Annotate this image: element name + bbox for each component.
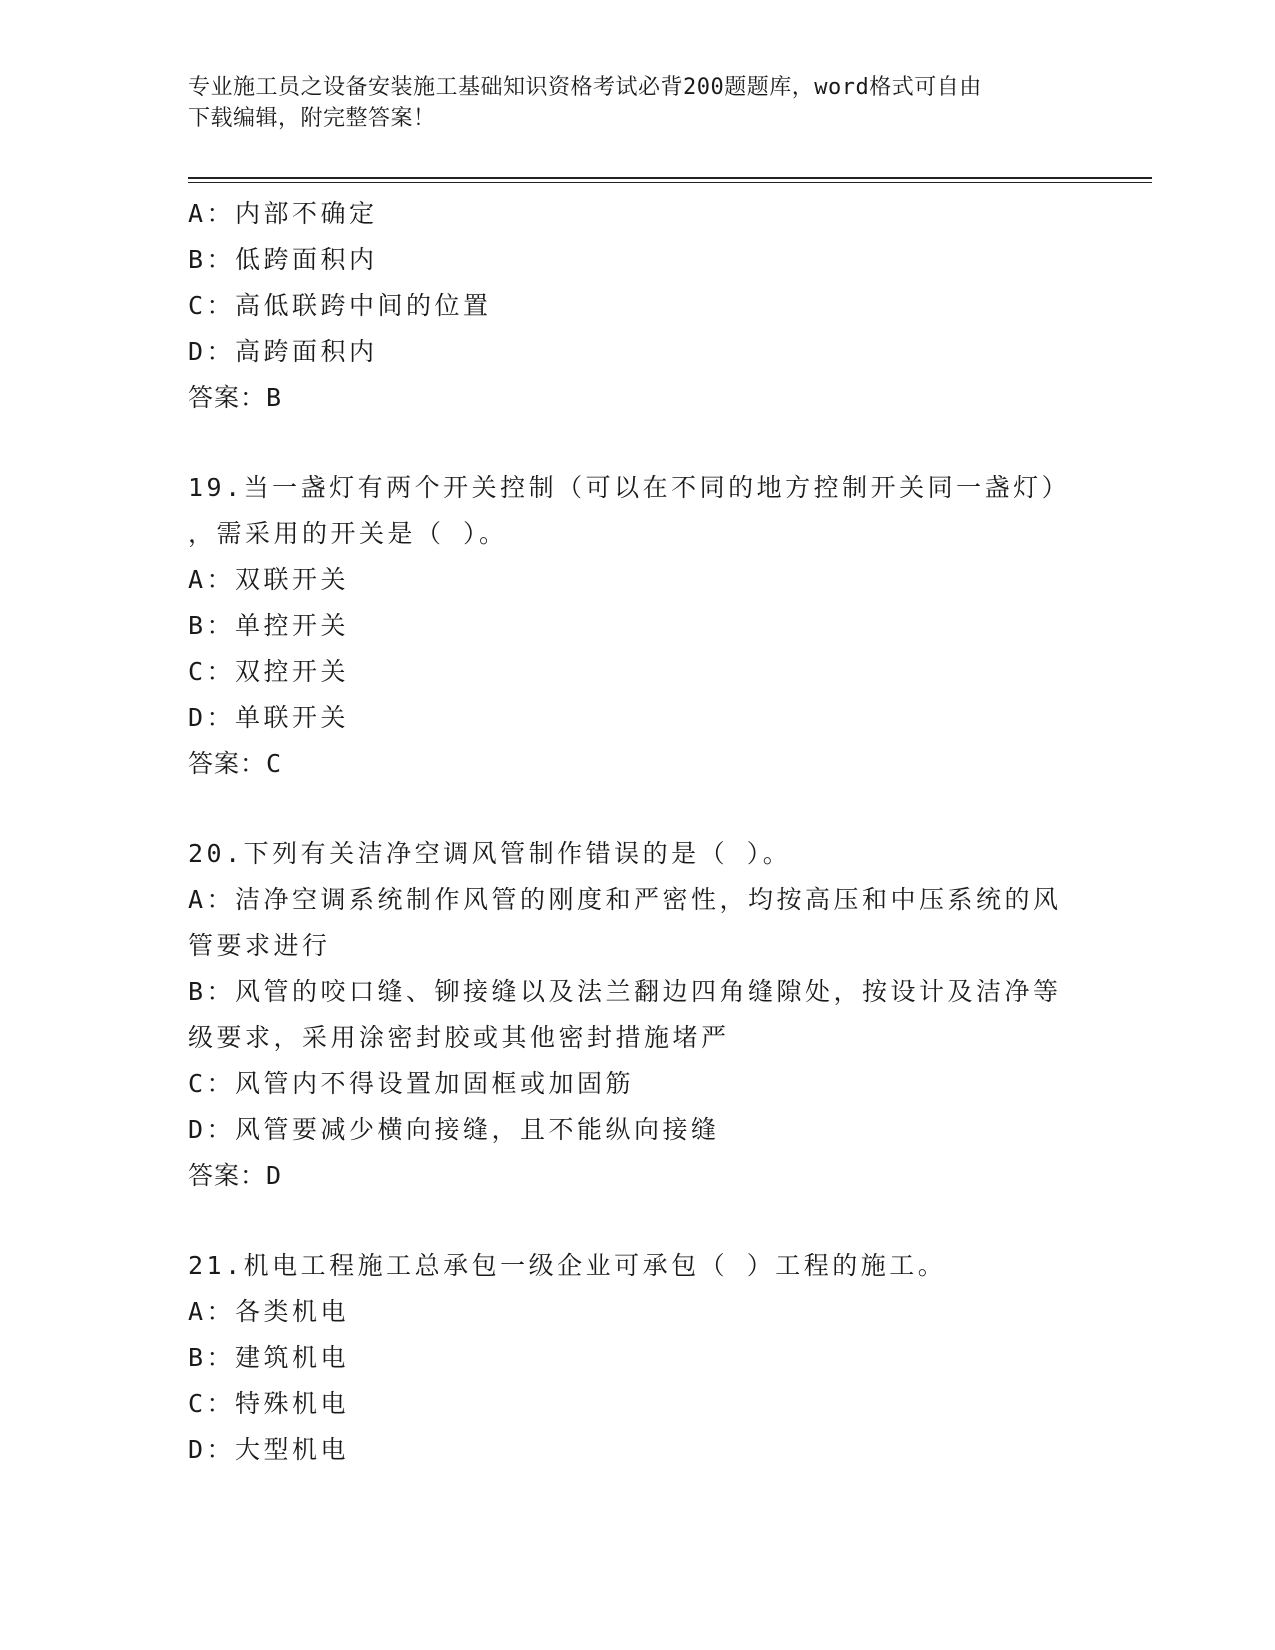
option-b-line-2: 级要求，采用涂密封胶或其他密封措施堵严 [188, 1023, 730, 1052]
document-header [188, 72, 1068, 134]
option-c: C：双控开关 [188, 657, 350, 686]
option-d: D：高跨面积内 [188, 337, 378, 366]
header-line-2: 下载编辑，附完整答案！ [188, 106, 436, 131]
option-a: A：各类机电 [188, 1297, 350, 1326]
option-d: D：单联开关 [188, 703, 350, 732]
option-b: B：低跨面积内 [188, 245, 378, 274]
option-c: C：高低联跨中间的位置 [188, 291, 492, 320]
header-divider-thin [188, 182, 1152, 183]
question-19 [188, 465, 1088, 787]
option-a: A：内部不确定 [188, 199, 378, 228]
question-stem: 20.下列有关洁净空调风管制作错误的是（ ）。 [188, 839, 792, 868]
option-c: C：特殊机电 [188, 1389, 350, 1418]
question-content [188, 191, 1088, 1473]
option-d: D：大型机电 [188, 1435, 350, 1464]
question-21 [188, 1243, 1088, 1473]
answer: 答案：D [188, 1161, 283, 1190]
option-b: B：单控开关 [188, 611, 350, 640]
option-b: B：建筑机电 [188, 1343, 350, 1372]
option-d: D：风管要减少横向接缝，且不能纵向接缝 [188, 1115, 720, 1144]
answer: 答案：B [188, 383, 283, 412]
option-b-line-1: B：风管的咬口缝、铆接缝以及法兰翻边四角缝隙处，按设计及洁净等 [188, 977, 1062, 1006]
option-a-line-2: 管要求进行 [188, 931, 331, 960]
question-stem: 21.机电工程施工总承包一级企业可承包（ ）工程的施工。 [188, 1251, 947, 1280]
question-stem-line-2: ，需采用的开关是（ ）。 [188, 519, 508, 548]
option-c: C：风管内不得设置加固框或加固筋 [188, 1069, 635, 1098]
answer: 答案：C [188, 749, 283, 778]
header-divider-thick [188, 177, 1152, 179]
header-line-1: 专业施工员之设备安装施工基础知识资格考试必背200题题库，word格式可自由 [188, 75, 982, 100]
option-a-line-1: A：洁净空调系统制作风管的刚度和严密性，均按高压和中压系统的风 [188, 885, 1062, 914]
question-20 [188, 831, 1088, 1199]
question-stem-line-1: 19.当一盏灯有两个开关控制（可以在不同的地方控制开关同一盏灯） [188, 473, 1071, 502]
option-a: A：双联开关 [188, 565, 350, 594]
question-18 [188, 191, 1088, 421]
